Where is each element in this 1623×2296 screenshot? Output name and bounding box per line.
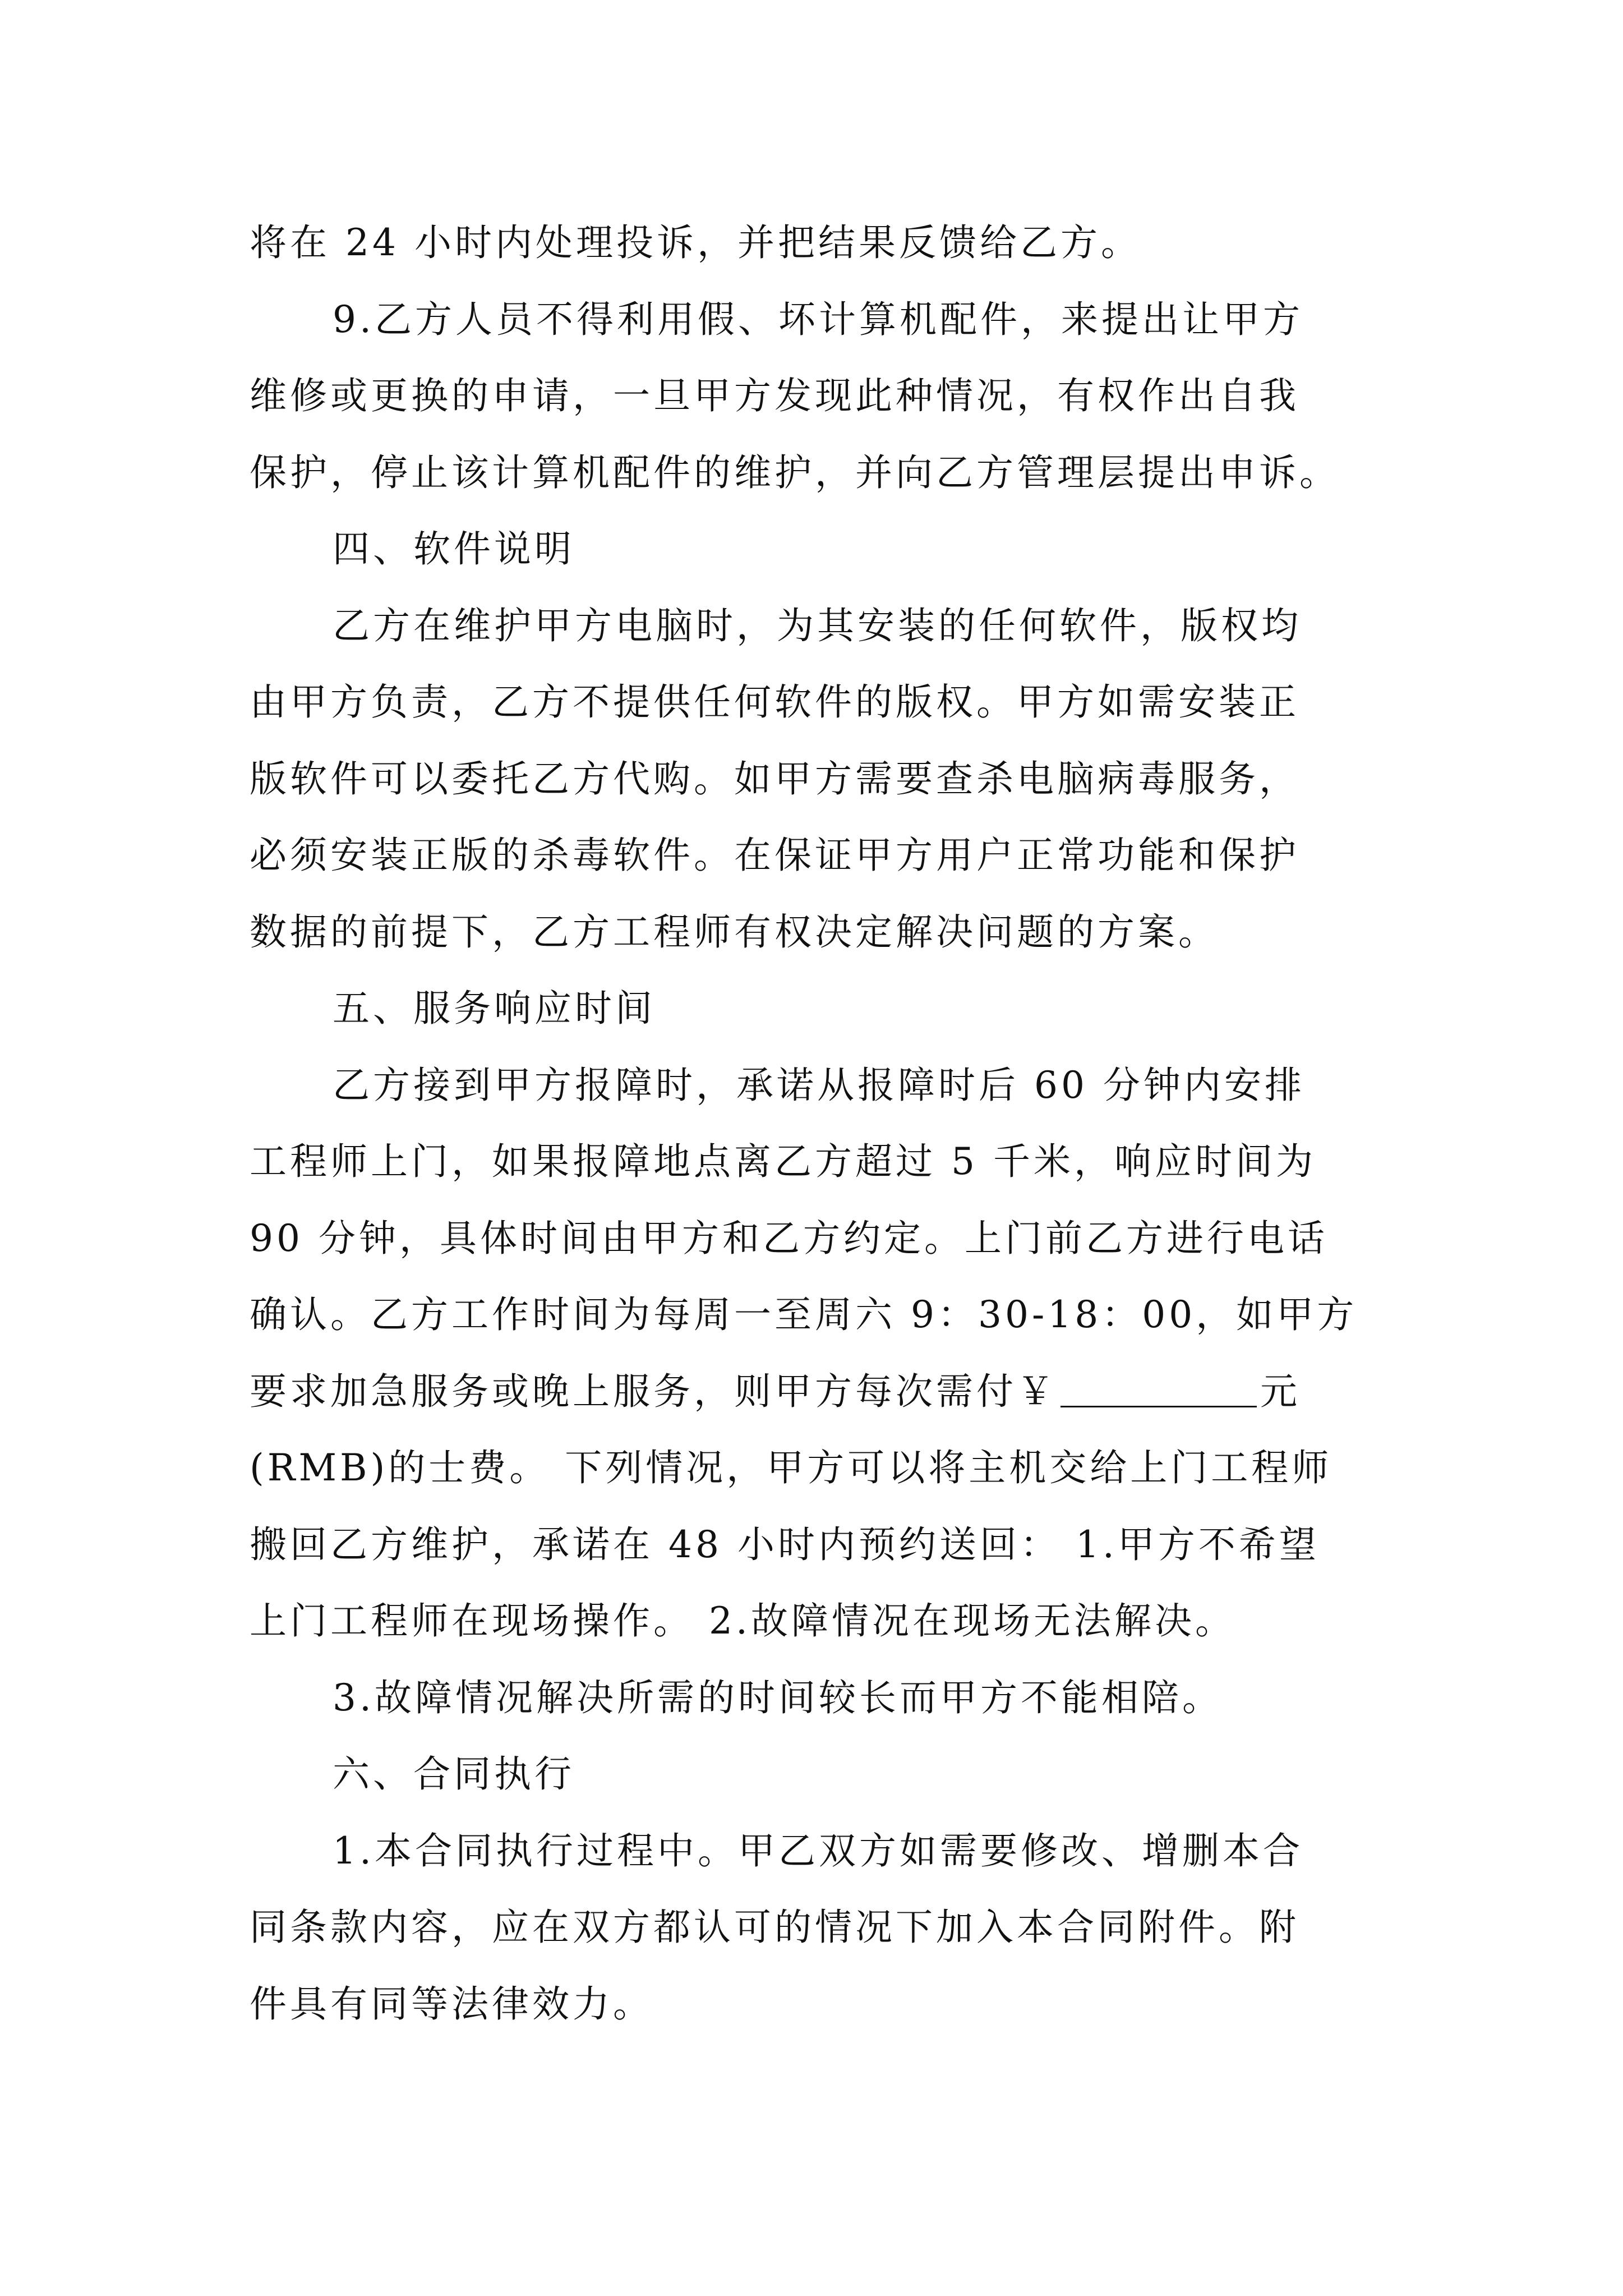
text-line: 1.本合同执行过程中。甲乙双方如需要修改、增删本合 [333, 1829, 1303, 1872]
text-line: (RMB)的士费。 下列情况，甲方可以将主机交给上门工程师 [250, 1446, 1332, 1489]
text-line: 3.故障情况解决所需的时间较长而甲方不能相陪。 [333, 1676, 1223, 1719]
fee-line [250, 1354, 1388, 1430]
text-line: 由甲方负责，乙方不提供任何软件的版权。甲方如需安装正 [250, 680, 1299, 724]
text-line: 上门工程师在现场操作。 2.故障情况在现场无法解决。 [250, 1599, 1235, 1642]
text-line: 版软件可以委托乙方代购。如甲方需要查杀电脑病毒服务， [250, 757, 1299, 800]
text-line: 数据的前提下，乙方工程师有权决定解决问题的方案。 [250, 910, 1219, 954]
text-line: 将在 24 小时内处理投诉，并把结果反馈给乙方。 [250, 221, 1141, 264]
text-line: 同条款内容，应在双方都认可的情况下加入本合同附件。附 [250, 1906, 1299, 1949]
text-line: 9.乙方人员不得利用假、坏计算机配件，来提出让甲方 [333, 297, 1303, 341]
section-heading-response-time: 五、服务响应时间 [333, 987, 656, 1030]
text-line: 必须安装正版的杀毒软件。在保证甲方用户正常功能和保护 [250, 834, 1299, 877]
text-line: 90 分钟，具体时间由甲方和乙方约定。上门前乙方进行电话 [250, 1216, 1328, 1260]
fee-line-suffix: 元 [1260, 1369, 1301, 1413]
text-line: 确认。乙方工作时间为每周一至周六 9：30-18：00，如甲方 [250, 1293, 1358, 1336]
text-line: 工程师上门，如果报障地点离乙方超过 5 千米，响应时间为 [250, 1140, 1316, 1183]
text-line: 搬回乙方维护，承诺在 48 小时内预约送回： 1.甲方不希望 [250, 1522, 1320, 1566]
text-line: 维修或更换的申请，一旦甲方发现此种情况，有权作出自我 [250, 374, 1299, 417]
text-line: 乙方在维护甲方电脑时，为其安装的任何软件，版权均 [333, 604, 1302, 647]
text-line: 乙方接到甲方报障时，承诺从报障时后 60 分钟内安排 [333, 1063, 1305, 1107]
fee-line-prefix: 要求加急服务或晚上服务，则甲方每次需付￥ [250, 1369, 1057, 1413]
text-line: 保护，停止该计算机配件的维护，并向乙方管理层提出申诉。 [250, 450, 1340, 494]
text-line: 件具有同等法律效力。 [250, 1982, 653, 2026]
fee-amount-blank [1061, 1369, 1257, 1407]
section-heading-contract-execution: 六、合同执行 [333, 1752, 575, 1796]
contract-body-text [250, 205, 1388, 2042]
section-heading-software: 四、软件说明 [333, 527, 575, 570]
